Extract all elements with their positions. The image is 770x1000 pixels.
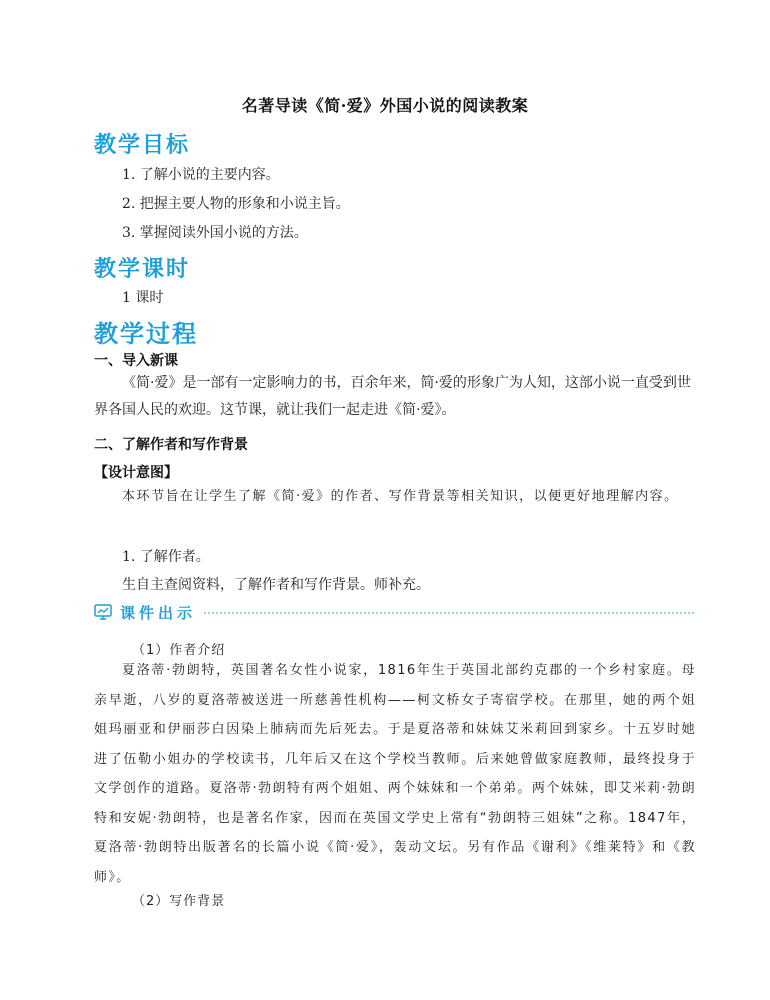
courseware-icon: [94, 604, 112, 620]
author-biography: 夏洛蒂·勃朗特，英国著名女性小说家，1816年生于英国北部约克郡的一个乡村家庭。母亲早逝，八岁的夏洛蒂被送进一所慈善性机构——柯文桥女子寄宿学校。在那里，她的两个姐姐玛丽亚和伊丽莎白因染上肺病而先后死去。于是夏洛蒂和妹妹艾米莉回到家乡。十五岁时她进了伍勒小姐办的学校读书，几年后又在这个学校当教师。后来她曾做家庭教师，最终投身于文学创作的道路。夏洛蒂·勃朗特有两个姐姐、两个妹妹和一个弟弟。两个妹妹，即艾米莉·勃朗特和安妮·勃朗特，也是著名作家，因而在英国文学史上常有“勃朗特三姐妹”之称。1847年，夏洛蒂·勃朗特出版著名的长篇小说《简·爱》，轰动文坛。另有作品《谢利》《维莱特》和《教师》。: [94, 663, 696, 885]
section-intro-text: 《简·爱》是一部有一定影响力的书，百余年来，简·爱的形象广为人知，这部小说一直受到世界各国人民的欢迎。这节课，就让我们一起走进《简·爱》。: [94, 375, 691, 418]
courseware-banner: [94, 601, 694, 623]
step-know-author: 1. 了解作者。: [122, 549, 210, 565]
goal-item-1: 1. 了解小说的主要内容。: [122, 167, 280, 183]
heading-teaching-process: 教学过程: [94, 320, 198, 348]
step-know-author-text: 生自主查阅资料，了解作者和写作背景。师补充。: [122, 577, 430, 593]
courseware-sub-background: （2）写作背景: [132, 894, 226, 909]
document-title: 名著导读《简·爱》外国小说的阅读教案: [241, 96, 529, 115]
courseware-divider: [204, 612, 694, 614]
courseware-label: 课件出示: [120, 603, 197, 622]
design-intent-label: 【设计意图】: [94, 465, 178, 481]
section-author-title: 二、了解作者和写作背景: [94, 437, 248, 453]
design-intent-text: 本环节旨在让学生了解《简·爱》的作者、写作背景等相关知识，以便更好地理解内容。: [122, 489, 679, 504]
goal-item-3: 3. 掌握阅读外国小说的方法。: [122, 225, 308, 241]
courseware-sub-author: （1）作者介绍: [132, 643, 226, 658]
section-intro-title: 一、导入新课: [94, 353, 178, 369]
teaching-hours-value: 1 课时: [122, 290, 164, 306]
goal-item-2: 2. 把握主要人物的形象和小说主旨。: [122, 196, 350, 212]
heading-teaching-hours: 教学课时: [94, 257, 191, 282]
heading-teaching-goals: 教学目标: [94, 133, 191, 158]
